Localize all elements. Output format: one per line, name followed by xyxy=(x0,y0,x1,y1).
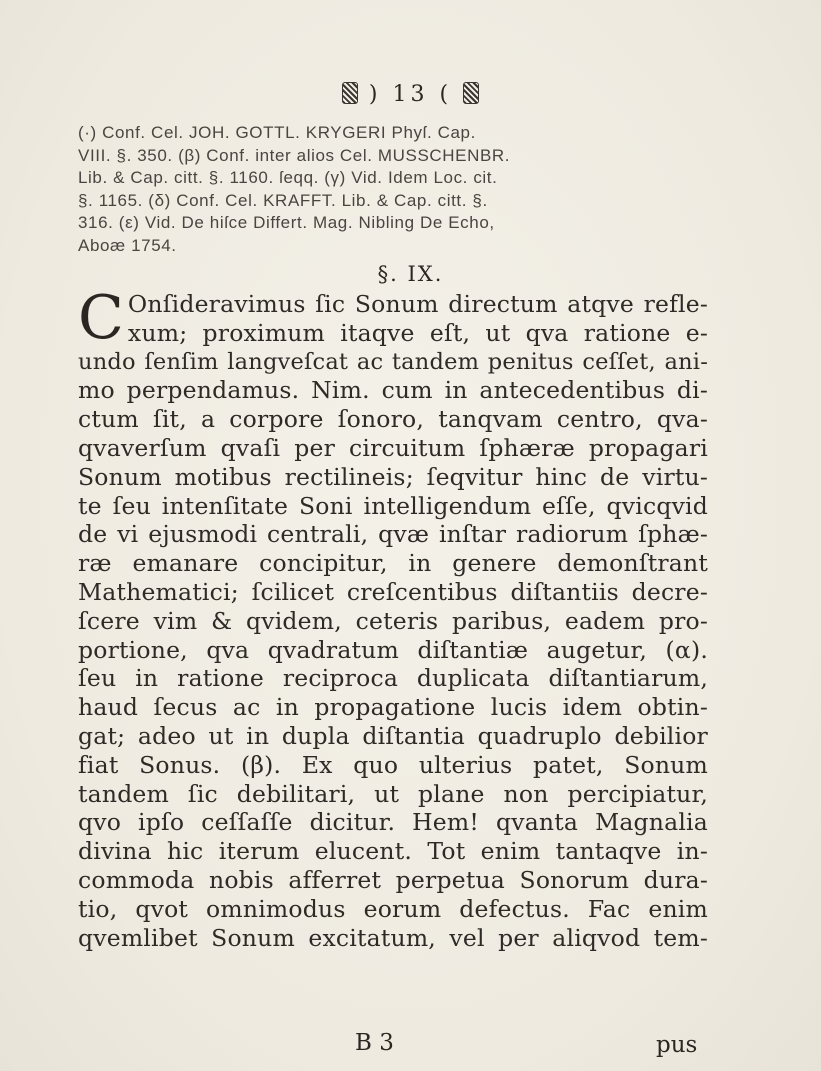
text-line: mo perpendamus. Nim. cum in antecedentibus di- xyxy=(78,376,708,405)
text-line: gat; adeo ut in dupla diſtantia quadruplo debilior xyxy=(78,721,708,750)
text-line: portione, qva qvadratum diſtantiæ augetur, (α). xyxy=(78,635,708,664)
page-number: ) 13 ( xyxy=(368,82,453,107)
drop-cap: C xyxy=(78,283,124,353)
text-line: qvemlibet Sonum excitatum, vel per aliqvod tem- xyxy=(78,923,708,952)
text-line: qvaverſum qvaſi per circuitum ſphæræ propagari xyxy=(78,433,708,462)
text-line: divina hic iterum elucent. Tot enim tantaqve in- xyxy=(78,837,708,866)
page-header xyxy=(0,82,821,107)
footnote-line: (·) Conf. Cel. JOH. GOTTL. KRYGERI Phyſ. Cap. xyxy=(78,123,476,142)
footnote-line: VIII. §. 350. (β) Conf. inter alios Cel. MUSSCHENBR. xyxy=(78,145,511,165)
signature-mark: B 3 xyxy=(355,1030,394,1056)
page-footer xyxy=(0,1030,821,1060)
section-heading: §. IX. xyxy=(377,262,444,286)
right-ornament-icon xyxy=(463,82,479,104)
text-line: qvo ipſo ceſſaſſe dicitur. Hem! qvanta Magnalia xyxy=(78,808,708,837)
text-line: undo ſenſim langveſcat ac tandem penitus ceſſet, ani- xyxy=(78,348,708,375)
text-line: ſcere vim & qvidem, ceteris paribus, eadem pro- xyxy=(78,606,708,635)
body-text xyxy=(78,283,708,952)
text-line: de vi ejusmodi centrali, qvæ inſtar radiorum ſphæ- xyxy=(78,520,708,549)
text-line: tio, qvot omnimodus eorum defectus. Fac enim xyxy=(78,894,708,923)
text-line: tandem ſic debilitari, ut plane non percipiatur, xyxy=(78,779,708,808)
left-ornament-icon xyxy=(342,82,358,104)
text-line: commoda nobis afferret perpetua Sonorum dura- xyxy=(78,865,708,894)
text-line: Onſideravimus ſic Sonum directum atqve refle- xyxy=(127,290,708,318)
text-line: te ſeu intenſitate Soni intelligendum eſſe, qvicqvid xyxy=(78,491,708,520)
footnote-line: §. 1165. (δ) Conf. Cel. KRAFFT. Lib. & Cap. citt. §. xyxy=(78,190,488,210)
text-line: ſeu in ratione reciproca duplicata diſtantiarum, xyxy=(78,664,708,693)
footnotes-block xyxy=(78,122,718,257)
text-line: ctum ſit, a corpore ſonoro, tanqvam centro, qva- xyxy=(78,405,708,434)
text-line: fiat Sonus. (β). Ex quo ulterius patet, Sonum xyxy=(78,750,708,779)
text-line: Sonum motibus rectilineis; ſeqvitur hinc de virtu- xyxy=(78,462,708,491)
text-line: haud ſecus ac in propagatione lucis idem obtin- xyxy=(78,693,708,722)
footnote-line: Aboæ 1754. xyxy=(78,235,177,255)
text-line: Mathematici; ſcilicet creſcentibus diſtantiis decre- xyxy=(78,577,708,606)
text-line: ræ emanare concipitur, in genere demonſtrant xyxy=(78,549,708,578)
footnote-line: 316. (ε) Vid. De hiſce Differt. Mag. Nibling De Echo, xyxy=(78,213,495,232)
text-line: xum; proximum itaqve eſt, ut qva ratione e- xyxy=(127,318,708,347)
footnote-line: Lib. & Cap. citt. §. 1160. ſeqq. (γ) Vid. Idem Loc. cit. xyxy=(78,168,498,187)
catchword: pus xyxy=(656,1032,698,1058)
